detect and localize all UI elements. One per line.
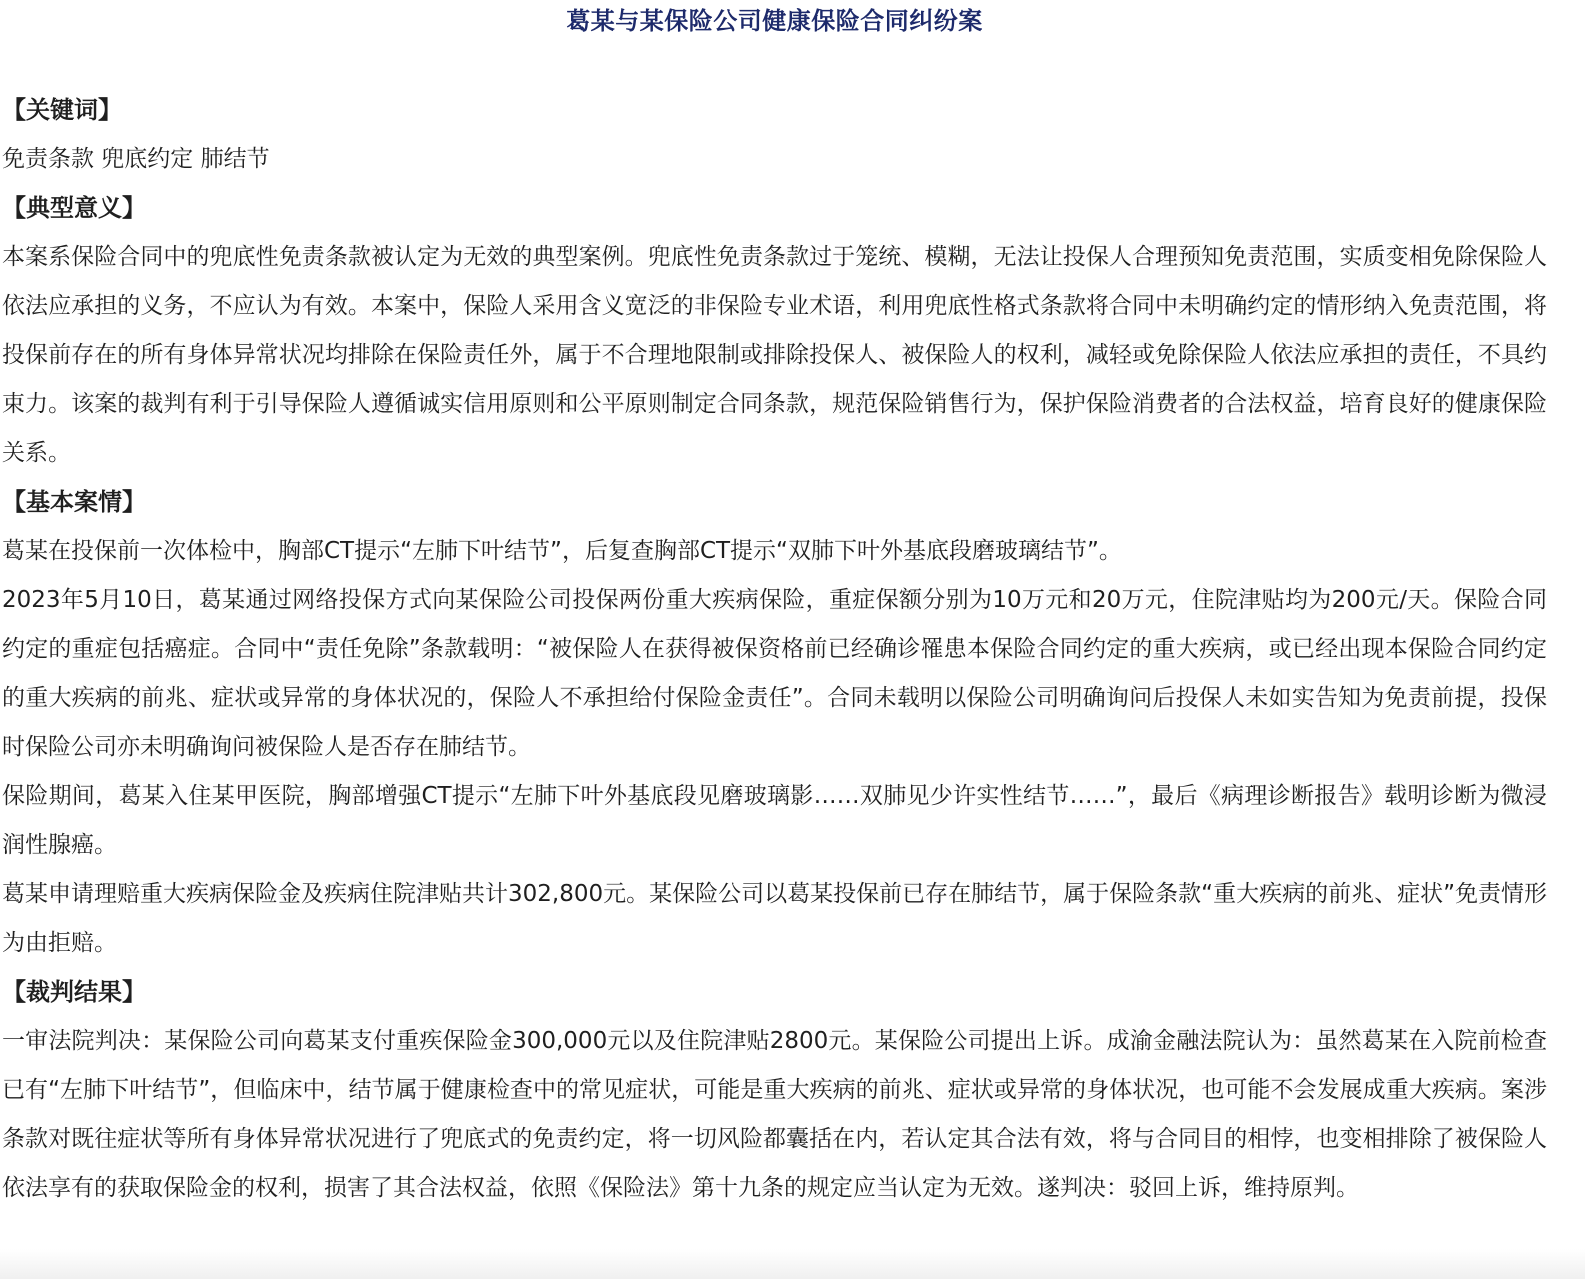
bottom-fade-edge bbox=[0, 1249, 1585, 1279]
section-heading-basic-facts: 【基本案情】 bbox=[2, 488, 146, 516]
section-heading-significance: 【典型意义】 bbox=[2, 194, 146, 222]
section-keywords bbox=[2, 86, 1547, 184]
title-spacer bbox=[2, 42, 1547, 86]
section-heading-keywords: 【关键词】 bbox=[2, 96, 122, 124]
document-title: 葛某与某保险公司健康保险合同纠纷案 bbox=[566, 7, 983, 35]
section-significance bbox=[2, 184, 1547, 478]
keywords-text: 免责条款 兜底约定 肺结节 bbox=[2, 146, 270, 172]
section-judgment bbox=[2, 968, 1547, 1213]
facts-paragraph-2: 2023年5月10日，葛某通过网络投保方式向某保险公司投保两份重大疾病保险，重症保额分别为10万元和20万元，住院津贴均为200元/天。保险合同约定的重症包括癌症。合同中“责任免除”条款载明：“被保险人在获得被保资格前已经确诊罹患本保险合同约定的重大疾病，或已经出现本保险合同约定的重大疾病的前兆、症状或异常的身体状况的，保险人不承担给付保险金责任”。合同未载明以保险公司明确询问后投保人未如实告知为免责前提，投保时保险公司亦未明确询问被保险人是否存在肺结节。 bbox=[2, 587, 1547, 760]
significance-paragraph: 本案系保险合同中的兜底性免责条款被认定为无效的典型案例。兜底性免责条款过于笼统、模糊，无法让投保人合理预知免责范围，实质变相免除保险人依法应承担的义务，不应认为有效。本案中，保险人采用含义宽泛的非保险专业术语，利用兜底性格式条款将合同中未明确约定的情形纳入免责范围，将投保前存在的所有身体异常状况均排除在保险责任外，属于不合理地限制或排除投保人、被保险人的权利，减轻或免除保险人依法应承担的责任，不具约束力。该案的裁判有利于引导保险人遵循诚实信用原则和公平原则制定合同条款，规范保险销售行为，保护保险消费者的合法权益，培育良好的健康保险关系。 bbox=[2, 244, 1547, 466]
facts-paragraph-3: 保险期间，葛某入住某甲医院，胸部增强CT提示“左肺下叶外基底段见磨玻璃影……双肺见少许实性结节……”，最后《病理诊断报告》载明诊断为微浸润性腺癌。 bbox=[2, 783, 1547, 858]
section-heading-judgment: 【裁判结果】 bbox=[2, 978, 146, 1006]
judgment-paragraph: 一审法院判决：某保险公司向葛某支付重疾保险金300,000元以及住院津贴2800元。某保险公司提出上诉。成渝金融法院认为：虽然葛某在入院前检查已有“左肺下叶结节”，但临床中，结节属于健康检查中的常见症状，可能是重大疾病的前兆、症状或异常的身体状况，也可能不会发展成重大疾病。案涉条款对既往症状等所有身体异常状况进行了兜底式的免责约定，将一切风险都囊括在内，若认定其合法有效，将与合同目的相悖，也变相排除了被保险人依法享有的获取保险金的权利，损害了其合法权益，依照《保险法》第十九条的规定应当认定为无效。遂判决：驳回上诉，维持原判。 bbox=[2, 1028, 1547, 1201]
facts-paragraph-1: 葛某在投保前一次体检中，胸部CT提示“左肺下叶结节”，后复查胸部CT提示“双肺下叶外基底段磨玻璃结节”。 bbox=[2, 538, 1122, 564]
section-basic-facts bbox=[2, 478, 1547, 968]
facts-paragraph-4: 葛某申请理赔重大疾病保险金及疾病住院津贴共计302,800元。某保险公司以葛某投保前已存在肺结节，属于保险条款“重大疾病的前兆、症状”免责情形为由拒赔。 bbox=[2, 881, 1547, 956]
